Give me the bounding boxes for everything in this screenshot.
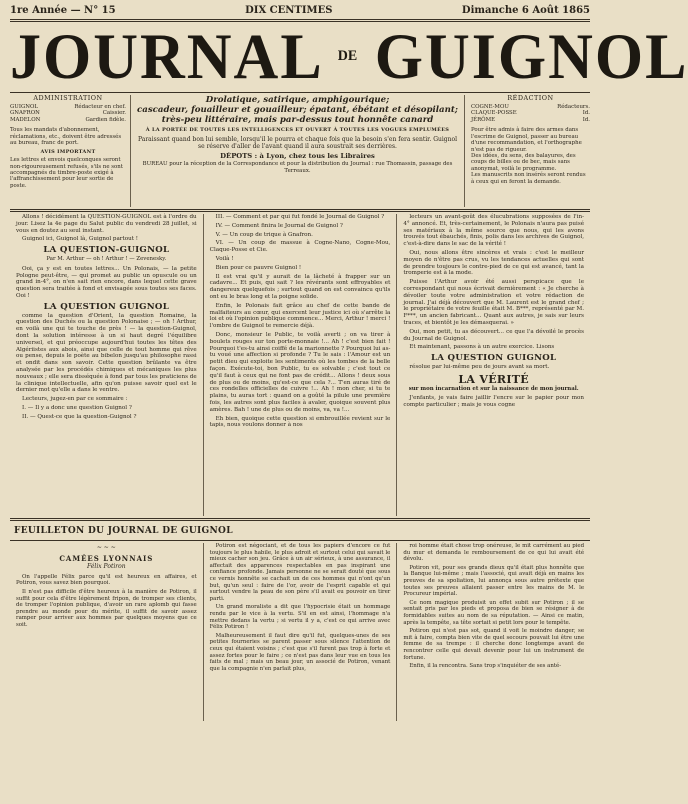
feuilleton-heading: CAMÉES LYONNAIS — [59, 553, 154, 563]
redaction-note-2: Des idées, du sens, des balayures, des coups de billes ou de bec, mais sans anonymat, voilà le programme. — [471, 153, 576, 172]
feuilleton-column-2 — [203, 543, 397, 721]
paragraph: Donc, monsieur le Public, te voilà averti ; on va tirer à boulets rouges sur ton porte-monnaie !... Ah ! c'est bien fait ! Pourquoi t'es-tu ainsi coiffé de la marionnette ? Pourquoi lui as-tu voué une affection si profonde ? Tu le sais : l'Amour est un petit dieu qui exploite les sentiments où les tombes de la belle façon. Exécute-toi, bon Public, tu es solvable ; c'est tout ce qu'il faut à ceux qui ne font pas de crédit... Allons ! deux sous de plus ou de moins, qu'est-ce que cela ?... T'en auras tiré de ces rondelles officielles de cuivre !... Ah ! mon cher, si tu te plains, tu auras tort : quand on a goûté la pilule une première fois, les autres sont plus faciles à avaler, quoique souvent plus amères. Bah ! une de plus ou de moins, va, va !... — [209, 331, 391, 413]
paragraph: résolue par lui-même peu de jours avant sa mort. — [409, 363, 550, 370]
intro-paragraph: Allons ! décidément la QUESTION-GUIGNOL est à l'ordre du jour. Lisez la 4e page du Salut public du vendredi 28 juillet, si vous en doutez au seul instant. — [16, 214, 197, 234]
price: DIX CENTIMES — [245, 5, 333, 16]
motto-line-2: cascadeur, fouailleur et gouailleur; épatant, ébétant et désopilant; — [137, 105, 458, 115]
article-column-3 — [396, 214, 590, 516]
paragraph: Oui, mon petit, tu as découvert... ce que l'a dévoilé le procès du Journal de Guignol. — [403, 328, 585, 342]
redaction-row: JÉRÔME Id. — [471, 116, 590, 123]
paragraph: lecteurs un avant-goût des élucubrations supposées de l'in-4° annoncé. Et, très-certainement, le Polonais n'aura pas puisé ses matériaux à la même source que nous, qui les avons trouvés tout ébauchés, finis, polis dans les archives de Guignol, c'est-à-dire dans le sac de la vérité ! — [403, 214, 585, 248]
section-title: LA QUESTION GUIGNOL — [430, 353, 557, 364]
paragraph: Potiron est négociant, et de tous les papiers d'encore ce fut toujours le plus habile, le plus adroit et surtout celui qui savait le mieux cacher son jeu. Grâce à un air sérieux, à une assurance, il affectait des apparences respectables en pas inspirant une confiance profonde. Jamais personne ne se serait douté que sous ce vernis honnête se cachait un de ces hommes qui n'ont qu'un but, qu'un seul : faire de l'or, avoir de l'esprit capable et qui surtout vendre la peau de son père s'il avait eu pouvoir en tirer parti. — [209, 543, 391, 602]
issue-date: Dimanche 6 Août 1865 — [461, 5, 590, 16]
paragraph: Voilà ! — [215, 255, 234, 262]
divider — [10, 518, 590, 521]
paragraph: Lecteurs, jugez-en par ce sommaire : — [22, 396, 128, 403]
paragraph: Eh bien, quoique cette question si embrouillée revient sur le tapis, nous voulons donner à nos — [209, 415, 391, 429]
redaction-note-3: Les manuscrits non insérés seront rendus à ceux qui en feront la demande. — [471, 172, 586, 185]
important-title: AVIS IMPORTANT — [40, 148, 96, 155]
verite-title: LA VÉRITÉ — [458, 372, 529, 386]
list-item: IV. — Comment finira le Journal de Guignol ? — [215, 222, 343, 229]
section-title: LA QUESTION-GUIGNOL — [43, 245, 170, 256]
paragraph: Malheureusement il faut dire qu'il fut, quelques-unes de ses petites fourneries se parent passer sous silence l'attention de ceux qui étaient voisins ; c'est que s'il furent pas trop à forte et assez fortes pour le faire ; ce n'est pas dans leur vue en tous les faits de mal ; mais un beau jour, un associé de Potiron, venant que la compagnie n'en parlait plus, — [209, 632, 391, 672]
paragraph: Enfin, le Polonais fait grâce au chef de cette bande de malfaiteurs au cœur, qui exercent leur justice ici où s'arrête la loi et où l'opinion publique commence... Merci, Arthur ! merci ! l'ombre de Guignol te remercie déjà. — [209, 302, 391, 330]
issue-number: 1re Année — N° 15 — [10, 5, 116, 16]
administration-title: ADMINISTRATION — [33, 94, 103, 102]
paragraph: Ooi, ça y est en toutes lettres... Un Polonais, — la petite Pologne peut-être, — qui promet au public un opuscule ou un grand in-4°, on n'en sait rien encore, dans lequel cette grave question sera traitée à fond et envisagée sous toutes ses faces. Ooi ! — [16, 265, 197, 299]
intro-paragraph-2: Guignol ici, Guignol là, Guignol partout ! — [22, 236, 138, 243]
paragraph: Bien pour ce pauvre Guignol ! — [215, 264, 302, 271]
paragraph: On l'appelle Félix parce qu'il est heureux en affaires, et Potiron, vous savez bien pourquoi. — [16, 573, 197, 587]
feuilleton-column-3 — [396, 543, 590, 721]
divider — [10, 540, 590, 541]
redaction-title: RÉDACTION — [507, 94, 554, 102]
byline: Par M. Arthur — oh ! Arthur ! — Zevenesky. — [46, 255, 167, 262]
list-item: III. — Comment et par qui fut fondé le Journal de Guignol ? — [215, 214, 385, 220]
paragraph: Potiron qui n'est pas sot, quand il voit le moindre danger, se mit à faire, compta bien vite de quel secours pouvait lui être une femme de sa trempe : il cherche donc longtemps avant de rencontrer celle qui devait devenir pour lui un instrument de fortune. — [403, 628, 585, 661]
admin-row: GUIGNOL Rédacteur en chef. — [10, 103, 126, 110]
article-column-2 — [203, 214, 397, 516]
depot-line: DÉPOTS : à Lyon, chez tous les Libraires — [220, 151, 375, 160]
feuilleton-column-1 — [10, 543, 203, 721]
ornament: ~ ~ ~ — [96, 544, 116, 551]
motto-blurb: Paraissant quand bon lui semble, lorsqu'il le pourra et chaque fois que la besoin s'en fera sentir. Guignol se réserve d'aller de l'avant quand il aura soustrait ses derrières. — [137, 135, 458, 150]
paragraph: Potiron vit, pour ses grands dieux qu'il était plus honnête que la Banque lui-même ; mais l'associé, qui avait déjà en mains les preuves de sa spoliation, lui annonça sous autre prétexte que toutes ses preuves allaient passer entre les mains de M. le Procureur impérial. — [403, 564, 585, 598]
administration-box — [10, 95, 130, 207]
paragraph: Puisse l'Arthur avoir été aussi perspicace que le correspondant qui nous écrivait dernièrement : « Je cherche à dévoiler toute votre administration et votre rédaction de journal. J'ai déjà découvert que M. Laurent est le grand chef ; le propriétaire de votre feuille était M. B***, représenté par M. F***, un ancien fabricant... Quant aux autres, je sais sur leurs traces, et bientôt je les démasquerai. » — [403, 279, 585, 326]
divider — [10, 209, 590, 212]
paragraph: Il n'est pas difficile d'être heureux à la manière de Potiron, il suffit pour cela d'être légèrement fripon, de tromper ses clients, de tromper l'opinion publique, d'avoir un rare aplomb qui fasse prendre au monde pour du mérite, il suffit de savoir assez ramper pour arriver aux hommes par quelques moyens que ce soit. — [16, 588, 197, 628]
paragraph: Et maintenant, passons à un autre exercice. Lisons — [409, 344, 555, 351]
top-info-line — [10, 4, 590, 17]
list-item: VI. — Un coup de massue à Cogne-Nano, Cogne-Mou, Claque-Posse et Cie. — [209, 240, 391, 254]
verite-subtitle: sur mon incarnation et sur la naissance de mon journal. — [408, 385, 579, 392]
bureau-line: BUREAU pour la réception de la Correspondance et pour la distribution du Journal : rue Thomassin, passage des Terreaux. — [142, 161, 453, 174]
list-item: I. — Il y a donc une question Guignol ? — [22, 404, 132, 411]
feuilleton-columns — [10, 543, 590, 721]
paragraph: Il est vrai qu'il y aurait de la lâcheté à frapper sur un cadavre... Et puis, qui sait ? les révérants sont effroyables et dangereux quelquefois ; surtout quand on est convaincu qu'ils ont eu le bras long et la poigne solide. — [209, 273, 391, 300]
motto-line-3: très-peu littéraire, mais par-dessus tout honnête canard — [161, 115, 434, 125]
admin-row: MADELON Gardien fidèle. — [10, 116, 126, 123]
redaction-row: CLAQUE-POSSE Id. — [471, 110, 590, 117]
masthead-title: JOURNAL DE GUIGNOL — [10, 21, 688, 93]
redaction-box — [465, 95, 590, 207]
paragraph: roi homme était chose trop onéreuse, le mit carrément au pied du mur et demanda le remboursement de ce qui lui avait été dévolu. — [403, 543, 585, 563]
masthead — [10, 21, 688, 93]
admin-note: Tous les mandats d'abonnement, réclamations, etc., doivent être adressés au bureau, franc de port. — [10, 127, 122, 147]
main-columns — [10, 214, 590, 516]
paragraph: Enfin, il la rencontra. Sans trop s'inquiéter de ses anté- — [409, 663, 562, 670]
motto-caps: À LA PORTÉE DE TOUTES LES INTELLIGENCES ET OUVERT À TOUTES LES VOGUES EMPLUMÉES — [145, 127, 450, 133]
article-column-1 — [10, 214, 203, 516]
section-title: LA QUESTION GUIGNOL — [43, 301, 170, 312]
header-info — [10, 95, 590, 207]
paragraph: Ce nom magique produisit un effet subit sur Potiron ; il se sentait pris par les pieds et proposa de bien se résigner à de formidables suites au nom de sa réputation. — Ainsi ce matin, après la tempête, sa tête sortait si petit lors pour le tempête. — [403, 599, 585, 626]
important-text: Les lettres et envois quelconques seront non-rigoureusement refusés, s'ils ne sont accompagnés du timbre-poste exigé à l'affranchissement pour leur sortie de poste. — [10, 157, 123, 189]
motto-box — [130, 95, 465, 207]
list-item: V. — Un coup de trique à Gnafron. — [215, 231, 313, 238]
feuilleton-subheading: Félix Potiron — [87, 563, 126, 571]
paragraph: Un grand moraliste a dit que l'hypocrisie était un hommage rendu par le vice à la vertu. S'il en est ainsi, l'hommage n'a mettre dedans la vertu ; si vertu il y a, c'est ce qui arrive avec Félix Potiron ! — [209, 604, 391, 631]
paragraph: J'enfants, je vais faire jaillir l'encre sur le papier pour mon compte particulier ; mais je vous cogne — [403, 395, 585, 409]
paragraph: comme la question d'Orient, la question Romaine, la question des Duchés ou la question Polonaise ; — oh ! Arthur, en voilà une qui te touche de près ! — la question-Guignol, dont la solution intéresse à un si haut degré l'équilibre universel, et qui préoccupe aujourd'hui toutes les têtes des Algériistes aux abois, ainsi que celle de tout homme qui rêve ou pense, depuis le poète au bibelon jusqu'au philosophe rassi et ondit dans son savoir. Cette question brûlante va être analysée par les procédés chimiques et mécaniques les plus nouveaux ; elle sera disséquée à fond par tous les praticiens de la clinique intellectuelle, afin qu'on puisse savoir quel est le dernier mot qu'elle a dans le ventre. — [16, 312, 197, 394]
redaction-note: Pour être admis à faire des armes dans l'escrime de Guignol, passer au bureau d'une recommandation, et l'orthographe n'est pas de rigueur. — [471, 127, 582, 153]
admin-row: GNAFRON Caissier. — [10, 110, 126, 117]
list-item: II. — Quest-ce que la question-Guignol ? — [22, 413, 137, 420]
paragraph: Oui, nous allons être sincères et vrais : c'est le meilleur moyen de n'être pas crus, vu les tendances actuelles qui sont de prendre toujours le contre-pied de ce qui est avancé, tant la tromperie est à la mode. — [403, 249, 585, 277]
feuilleton-title: FEUILLETON DU JOURNAL DE GUIGNOL — [14, 526, 233, 536]
redaction-row: COGNE-MOU Rédacteurs. — [471, 103, 590, 110]
motto-line-1: Drolatique, satirique, amphigourique; — [205, 95, 390, 105]
